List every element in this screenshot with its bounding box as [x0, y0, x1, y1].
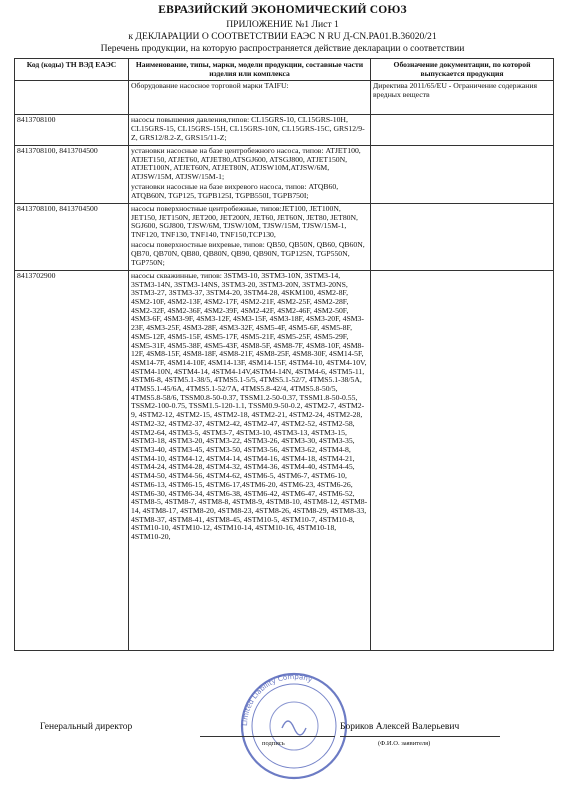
- row-line: насосы поверхностные центробежные, типов:JET100, JET100N, JET150, JET150N, JET200, JET200N, JET60, JET60N, JET80, JET80N, SGJ600, SGJ800, TJSW/6M, TJSW/10M, TJSW/15M, TJSW/15M-1, TNF120, TNF130, TNF140, TNF150,TCP130,: [131, 204, 358, 240]
- row-documentation: [371, 204, 554, 271]
- stamp-ring-text: Limited Liability Company: [240, 672, 314, 727]
- row-documentation: [371, 145, 554, 203]
- row-line: насосы повышения давления,типов: CL15GRS-10, CL15GRS-10H, CL15GRS-15, CL15GRS-15H, CL15GRS-10N, CL15GRS-15C, GRS12/9-Z, GRS12/8.2-Z, GRS15/11-Z;: [131, 115, 365, 142]
- row-documentation: [371, 115, 554, 146]
- table-row: [15, 115, 554, 146]
- row-code: 8413708100, 8413704500: [15, 145, 129, 203]
- signatory-name: Бориков Алексей Валерьевич: [340, 722, 460, 732]
- row-documentation: [371, 270, 554, 650]
- name-line: [340, 736, 500, 737]
- signatory-role: Генеральный директор: [40, 722, 133, 732]
- column-header-code: Код (коды) ТН ВЭД ЕАЭС: [15, 59, 129, 81]
- company-seal-stamp: [238, 670, 350, 782]
- row-line: установки насосные на базе вихревого насоса, типов: ATQB60, ATQB60N, TGP125, TGPB125I, TGPB550I, TGPB750I;: [131, 182, 339, 200]
- column-header-name: Наименование, типы, марки, модели продукции, составные части изделия или комплекса: [129, 59, 371, 81]
- row-code: [15, 81, 129, 115]
- row-description: [129, 145, 371, 203]
- name-caption: (Ф.И.О. заявителя): [378, 740, 431, 747]
- appendix-title: ПРИЛОЖЕНИЕ №1 Лист 1: [226, 19, 339, 30]
- row-line: Оборудование насосное торговой марки TAIFU:: [131, 81, 289, 91]
- svg-text:Limited Liability Company: [241, 673, 313, 726]
- product-table: [14, 58, 554, 651]
- row-line: установки насосные на базе центробежного насоса, типов: ATJET100, ATJET150, ATJET60, ATJET80,ATSGJ600, ATSGJ800, ATJET150N, ATJET100N, ATJET60N, ATJET80N, ATJSW10M,ATJSW/6M, ATJSW/15M, ATJSW/15M-1;: [131, 145, 361, 181]
- table-row: [15, 145, 554, 203]
- table-row: [15, 204, 554, 271]
- row-code: 8413708100, 8413704500: [15, 204, 129, 271]
- row-code: 8413702900: [15, 270, 129, 650]
- declaration-number: к ДЕКЛАРАЦИИ О СООТВЕТСТВИИ ЕАЭС N RU Д-CN.РА01.В.36020/21: [128, 31, 437, 42]
- signature-caption: подпись: [262, 740, 285, 747]
- row-code: 8413708100: [15, 115, 129, 146]
- table-row: [15, 81, 554, 115]
- row-description: [129, 204, 371, 271]
- row-documentation: Директива 2011/65/EU - Ограничение содержания вредных веществ: [371, 81, 554, 115]
- signature-line: [200, 736, 335, 737]
- table-row: [15, 270, 554, 650]
- union-title: ЕВРАЗИЙСКИЙ ЭКОНОМИЧЕСКИЙ СОЮЗ: [158, 4, 407, 16]
- row-line: насосы скважинные, типов: 3STM3-10, 3STM3-10N, 3STM3-14, 3STM3-14N, 3STM3-14NS, 3STM3-20, 3STM3-20N, 3STM3-20NS, 3STM3-27, 3STM3-37, 3STM4-20, 3STM4-28, 4SKM100, 4SM2-8F, 4SM2-10F, 4SM2-13F, 4SM2-17F, 4SM2-21F, 4SM2-25F, 4SM2-28F, 4SM2-32F, 4SM2-36F, 4SM2-39F, 4SM2-42F, 4SM2-46F, 4SM2-50F, 4SM3-6F, 4SM3-9F, 4SM3-12F, 4SM3-15F, 4SM3-18F, 4SM3-20F, 4SM3-23F, 4SM3-25F, 4SM3-28F, 4SM3-32F, 4SM5-4F, 4SM5-6F, 4SM5-8F, 4SM5-12F, 4SM5-15F, 4SM5-17F, 4SM5-21F, 4SM5-25F, 4SM5-29F, 4SM5-31F, 4SM5-38F, 4SM5-43F, 4SM8-5F, 4SM8-7F, 4SM8-10F, 4SM8-12F, 4SM8-15F, 4SM8-18F, 4SM8-21F, 4SM8-25F, 4SM8-30F, 4SM14-5F, 4SM14-7F, 4SM14-10F, 4SM14-13F, 4SM14-15F, 4STM4-10, 4STM4-10V, 4STM4-10N, 4STM4-14, 4STM4-14V,4STM4-14N, 4STM4-6, 4STM5-11, 4STM6-8, 4STM5.1-38/5, 4TMS5.1-5/5, 4TMS5.1-52/7, 4TMS5.1-38/5A, 4TMS5.1-45/6A, 4TMS5.1-52/7A, 4TMS5.8-42/4, 4TMS5.8-50/5, 4TMS5.8-58/6, TSSM0.8-50-0.37, TSSM1.2-50-0.37, TSSM1.8-50-0.55, TSSM2-100-0.75, TSSM1.5-120-1.1, TSSM0.9-50-0.2, 4STM2-7, 4STM2-9, 4STM2-12, 4STM2-15, 4STM2-18, 4STM2-21, 4STM2-24, 4STM2-28, 4STM2-32, 4STM2-37, 4STM2-42, 4STM2-47, 4STM2-52, 4STM2-58, 4STM2-64, 4STM3-5, 4STM3-7, 4STM3-10, 4STM3-13, 4STM3-15, 4STM3-18, 4STM3-20, 4STM3-22, 4STM3-26, 4STM3-30, 4STM3-35, 4STM3-40, 4STM3-45, 4STM3-50, 4STM3-56, 4STM3-62, 4STM4-8, 4STM4-10, 4STM4-12, 4STM4-14, 4STM4-16, 4STM4-18, 4STM4-21, 4STM4-24, 4STM4-28, 4STM4-32, 4STM4-36, 4STM4-40, 4STM4-45, 4STM4-50, 4STM4-56, 4STM4-62, 4STM6-5, 4STM6-7, 4STM6-10, 4STM6-13, 4STM6-15, 4STM6-17,4STM6-20, 4STM6-23, 4STM6-26, 4STM6-30, 4STM6-34, 4STM6-38, 4STM6-42, 4STM6-47, 4STM6-52, 4STM8-5, 4STM8-7, 4STM8-8, 4STM8-9, 4STM8-10, 4STM8-12, 4STM8-14, 4STM8-17, 4STM8-20, 4STM8-23, 4STM8-26, 4STM8-29, 4STM8-33, 4STM8-37, 4STM8-41, 4STM8-45, 4STM10-5, 4STM10-7, 4STM10-8, 4STM10-10, 4STM10-12, 4STM10-14, 4STM10-16, 4STM10-18, 4STM10-20,: [131, 270, 368, 542]
- row-description: [129, 81, 371, 115]
- table-header-row: [15, 59, 554, 81]
- row-line: насосы поверхностные вихревые, типов: QB50, QB50N, QB60, QB60N, QB70, QB70N, QB80, QB80N, QB90, QB90N, TGP125N, TGP550N, TGP750N;: [131, 240, 365, 267]
- product-list-title: Перечень продукции, на которую распространяется действие декларации о соответствии: [100, 43, 465, 54]
- row-description: [129, 115, 371, 146]
- row-description: [129, 270, 371, 650]
- column-header-doc: Обозначение документации, по которой выпускается продукция: [371, 59, 554, 81]
